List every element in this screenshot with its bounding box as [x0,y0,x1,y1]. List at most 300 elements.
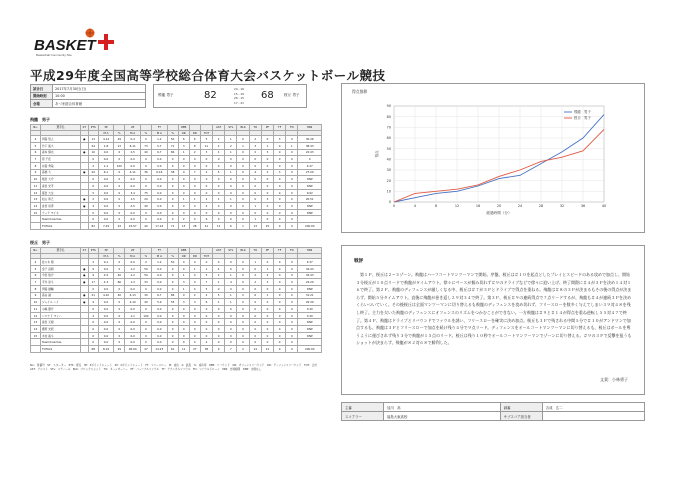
stat-cell: 2 [237,346,249,353]
y-tick-label: 30 [386,168,391,173]
stat-cell: 0 [114,149,125,156]
stat-cell: 0 [114,156,125,163]
stat-cell: 0-0 [125,285,141,292]
stat-cell [80,326,88,333]
stat-cell: 7 [31,156,41,163]
column-header: M A [98,253,114,259]
x-tick-label: 4 [413,204,417,208]
stat-cell: DNP [298,183,322,190]
stat-cell: 0-0 [152,176,168,183]
quarter-score: 26 - 15 [234,96,244,101]
stat-cell: 13 [31,196,41,203]
stat-cell: 2 [200,292,212,299]
stat-cell: 0 [213,306,225,313]
player-row [31,209,322,216]
stat-cell: 6 [200,216,212,223]
svg-text:Basketball Community Site: Basketball Community Site [36,53,72,57]
stat-cell: 0 [261,299,273,306]
stat-cell: 1 [178,149,189,156]
x-tick-label: 32 [559,204,565,208]
stat-cell: 0 [178,176,189,183]
stat-cell: 1-1 [125,312,141,319]
stat-cell: 0 [225,339,237,346]
stat-cell: 86 [167,292,178,299]
player-name: 金子 昌朝 [40,265,80,272]
stat-cell: 0-0 [98,306,114,313]
column-header: REB [178,125,189,131]
stat-cell: 0 [237,169,249,176]
stat-cell: 13 [114,142,125,149]
stat-cell: 3 [261,149,273,156]
player-row [31,156,322,163]
stat-cell: 0 [237,319,249,326]
stat-cell: 0 [88,306,98,313]
stat-cell: 0-0 [125,326,141,333]
stat-cell: 3:20 [298,306,322,313]
stat-cell: 7 [200,279,212,286]
player-name: TOTALS [40,346,80,353]
stat-cell: 3 [200,149,212,156]
stat-cell: 100 [140,312,151,319]
stat-cell: 50 [140,272,151,279]
stat-cell: 0 [114,285,125,292]
stat-cell: 0 [167,332,178,339]
column-header: % [140,130,151,136]
column-header: PF [261,125,273,131]
stat-cell: 0 [167,176,178,183]
stat-cell: 0 [261,203,273,210]
stat-cell: 1 [213,149,225,156]
stat-cell: 0 [114,169,125,176]
stat-cell: 0 [274,162,286,169]
stat-cell [80,312,88,319]
team1-title: 飛龍 男子 [30,117,50,122]
stat-cell: 1 [189,265,200,272]
stat-cell: 0 [88,326,98,333]
stat-cell: 0 [178,312,189,319]
column-header: 3P [98,125,114,131]
stat-cell: 0 [237,162,249,169]
stat-cell: 0 [261,216,273,223]
column-header: OR [178,253,189,259]
stat-cell: 0 [167,319,178,326]
stat-cell: 13 [88,136,98,143]
stat-cell: 0-0 [152,203,168,210]
stat-cell: 13 [178,223,189,230]
column-header: % [167,130,178,136]
info-row-venue [31,100,146,108]
stat-cell: 0 [200,259,212,266]
column-header: AST [213,125,225,131]
stat-cell: DNP [298,203,322,210]
stat-cell: 0 [178,306,189,313]
stat-cell: 0 [286,176,298,183]
stat-cell: 0 [114,203,125,210]
stat-cell: 0 [286,285,298,292]
stat-cell: 4-14 [98,136,114,143]
column-header: PTS [88,248,98,254]
stat-cell: 3:20 [298,312,322,319]
stat-cell: 0 [274,326,286,333]
column-header: STL [225,125,237,131]
stat-cell: 1 [178,196,189,203]
stat-cell: 0 [225,216,237,223]
stat-cell: 0 [249,189,261,196]
player-row [31,312,322,319]
stat-cell: 0-0 [125,183,141,190]
player-row [31,162,322,169]
player-name: 小嶋 優介 [40,306,80,313]
stat-cell: 0-0 [98,339,114,346]
stat-cell: 0 [286,339,298,346]
player-row [31,223,322,230]
stat-cell: 14 [249,346,261,353]
player-name: 木村 裕斗 [40,332,80,339]
stat-cell: 0 [237,209,249,216]
stat-cell: 0 [274,176,286,183]
away-score: 68 [261,90,274,101]
stat-cell: 5 [31,265,41,272]
stat-cell: 0 [167,279,178,286]
player-name: 竹下 裕大 [40,142,80,149]
stat-cell: 0 [249,312,261,319]
stat-cell: 4 [189,339,200,346]
officials-table [341,402,645,421]
stat-cell: 0 [167,156,178,163]
stat-cell: 20 [88,169,98,176]
svg-text:BASKET: BASKET [34,37,96,54]
stat-cell: 0 [286,312,298,319]
player-row [31,189,322,196]
stat-cell: 0 [167,339,178,346]
column-header: M A [152,130,168,136]
stat-cell: 0 [114,196,125,203]
y-axis-label: 得点 [375,150,379,158]
stat-cell: 3 [178,299,189,306]
stat-cell: 14 [31,326,41,333]
stat-cell: 0 [237,299,249,306]
stat-cell: 0 [114,299,125,306]
stat-cell: 0 [200,162,212,169]
stat-cell: 0 [140,156,151,163]
stat-cell: 0 [114,312,125,319]
stat-cell: 0 [286,346,298,353]
stat-cell: 1 [249,259,261,266]
stat-cell: 0 [213,162,225,169]
team2-title: 桜丘 男子 [30,240,50,245]
player-name: ウェア マイネ [40,209,80,216]
stat-cell: 21 [261,346,273,353]
stat-cell: 14-23 [152,346,168,353]
stat-cell [31,216,41,223]
stat-cell: 0 [286,136,298,143]
stat-cell: 0 [286,162,298,169]
info-value: 10:00 [53,92,146,100]
stat-cell: 0 [140,209,151,216]
stat-cell: 0 [189,156,200,163]
player-row [31,259,322,266]
column-header: 選手名 [40,248,80,254]
stat-cell: 40 [140,299,151,306]
stat-cell: 0 [200,189,212,196]
stat-cell: 8 [31,285,41,292]
y-tick-label: 60 [386,136,391,141]
stat-cell: 0 [114,216,125,223]
player-row [31,169,322,176]
stat-cell: 3 [261,196,273,203]
stat-cell: 1 [213,196,225,203]
chart-title: 得点推移 [352,89,368,94]
stat-cell: 6-1 [98,169,114,176]
player-name: 今田 俊介 [40,272,80,279]
stat-cell: 61 [167,346,178,353]
stat-cell: 11 [31,306,41,313]
stat-cell: 0-0 [98,189,114,196]
stat-cell: 0 [189,312,200,319]
stat-cell: 14 [31,203,41,210]
stat-cell: 1 [225,149,237,156]
stat-cell: 6-7 [152,149,168,156]
stat-cell: 21 [88,292,98,299]
officials-label: スコアラー [342,412,384,421]
stat-cell: 2 [178,216,189,223]
stat-cell: 0 [213,312,225,319]
stat-cell: 3 [178,279,189,286]
x-tick-label: 20 [496,204,502,208]
column-header: PTS [88,125,98,131]
stat-cell [80,259,88,266]
officials-row [342,412,645,421]
legend-label: 飛龍 男子 [574,110,591,115]
away-team-name: 桜丘 男子 [284,93,300,97]
stat-cell: 75 [140,189,151,196]
stat-cell: 0 [274,196,286,203]
stat-cell: 40 [114,272,125,279]
stat-cell: 0 [274,183,286,190]
stat-cell: 5 [200,136,212,143]
stat-cell: 40 [140,223,151,230]
column-header: BLK [237,125,249,131]
stat-cell: 0 [114,265,125,272]
player-row [31,299,322,306]
stat-cell: 0 [167,285,178,292]
stat-cell: 0 [213,189,225,196]
stat-cell: 0 [286,332,298,339]
stat-cell: 0 [167,326,178,333]
stat-cell [80,339,88,346]
player-name: 高谷 誠 [40,292,80,299]
player-row [31,149,322,156]
stat-cell: 3 [274,136,286,143]
stat-cell: 0 [249,332,261,339]
stat-cell: 0 [261,176,273,183]
stat-cell: 4 [88,203,98,210]
stat-cell: 4:37 [298,259,322,266]
stat-cell: 20:51 [298,196,322,203]
stat-cell: 0 [274,312,286,319]
column-header: TOT [200,130,212,136]
player-row [31,306,322,313]
stat-cell: 0-0 [125,306,141,313]
stat-cell: 0 [140,319,151,326]
score-chart-panel [341,83,645,233]
stat-cell [80,162,88,169]
stat-cell: 4 [200,339,212,346]
page-title: 平成29年度全国高等学校総合体育大会バスケットボール競技 [30,68,386,83]
stat-cell: 0 [140,162,151,169]
column-header: % [167,253,178,259]
player-name: TOTALS [40,223,80,230]
stat-cell: 1 [249,203,261,210]
stat-cell: 0 [114,339,125,346]
stat-cell: 0 [225,326,237,333]
stat-cell: 41 [200,223,212,230]
stat-cell: 0 [167,183,178,190]
officials-value [542,412,644,421]
column-header: M A [152,253,168,259]
stat-cell: 0 [261,319,273,326]
stat-cell: 25 [261,223,273,230]
stat-cell: 27:09 [298,169,322,176]
stat-cell: 2 [249,149,261,156]
column-header: % [140,253,151,259]
stat-cell: 0 [140,183,151,190]
stat-cell: 0-0 [152,216,168,223]
stat-cell: 4 [189,272,200,279]
stat-cell: 0 [140,216,151,223]
stat-cell: 0-0 [152,196,168,203]
stat-cell: 50 [167,259,178,266]
player-row [31,319,322,326]
stat-cell: 0 [213,216,225,223]
stat-cell: 4 [200,203,212,210]
stat-cell: 6 [31,149,41,156]
stat-cell: 0 [167,196,178,203]
column-header: STL [225,248,237,254]
stat-cell: 0-0 [152,339,168,346]
stat-cell: 0 [167,203,178,210]
stat-cell: 17 [88,279,98,286]
y-tick-label: 70 [386,125,391,130]
stat-cell: 1 [261,292,273,299]
stat-cell: 0 [167,306,178,313]
stat-cell: 0-0 [125,209,141,216]
column-header: BLK [237,248,249,254]
stat-cell: 2 [88,162,98,169]
stat-cell: 0 [189,209,200,216]
stat-cell: 8-11 [125,142,141,149]
stat-cell: 0 [261,312,273,319]
x-tick-label: 36 [580,204,586,208]
stat-cell: 0 [213,209,225,216]
stat-cell: 1-2 [152,136,168,143]
stat-cell: 0 [249,209,261,216]
stat-cell: ● [80,203,88,210]
stat-cell: 0 [213,176,225,183]
stat-cell: 0-0 [98,312,114,319]
column-header: TO [249,125,261,131]
stat-cell: 0 [261,339,273,346]
stat-cell: 4 [213,265,225,272]
stat-cell: 68 [88,346,98,353]
stat-cell: DNP [298,332,322,339]
stat-cell: 0 [286,279,298,286]
stat-cell: 2 [237,292,249,299]
stat-cell: ● [80,149,88,156]
stat-cell: 13 [31,319,41,326]
stat-cell: 7 [189,169,200,176]
stat-cell: 30 [140,292,151,299]
stat-cell: 0 [225,189,237,196]
stat-cell [31,223,41,230]
stat-cell: 2-5 [125,203,141,210]
column-header: M A [125,130,141,136]
stat-cell: 1 [237,142,249,149]
stat-cell: 0-0 [98,196,114,203]
stat-cell: 4 [225,279,237,286]
stat-cell: 0 [189,162,200,169]
stat-cell: 0 [189,259,200,266]
stat-cell: 6 [189,136,200,143]
stat-cell: 13 [249,223,261,230]
column-header: 3P [98,248,114,254]
stat-cell: 0 [225,209,237,216]
stat-cell: 5 [200,272,212,279]
stat-cell: 0 [200,209,212,216]
stat-cell: 5-7 [152,142,168,149]
column-header: M A [98,130,114,136]
plus-icon [98,34,114,50]
stat-cell: 0 [167,312,178,319]
stat-cell: 5 [88,189,98,196]
stat-cell: 0 [200,176,212,183]
stat-cell: 0 [200,326,212,333]
stat-cell: 0 [140,136,151,143]
officials-value: 吉成 広二 [542,403,644,412]
column-header: DR [189,130,200,136]
stat-cell: 0 [261,183,273,190]
stat-cell: 28 [189,223,200,230]
stat-cell: 0-0 [98,326,114,333]
stat-cell: 0 [237,189,249,196]
stat-cell: 0 [178,319,189,326]
stat-cell: 0 [286,196,298,203]
stat-cell: 12 [31,189,41,196]
stat-cell: 11 [200,142,212,149]
stat-cell: 0 [286,149,298,156]
stat-cell [80,216,88,223]
stat-cell: 0 [249,319,261,326]
stat-cell [80,223,88,230]
stat-cell: 0 [114,209,125,216]
player-name: Team/Coaches [40,339,80,346]
stat-cell: DNP [298,285,322,292]
stat-cell: 0 [225,306,237,313]
stat-cell: 1 [261,265,273,272]
stat-cell: 0 [286,306,298,313]
stat-cell: 9 [88,265,98,272]
stat-cell: ● [80,196,88,203]
stat-cell: 0 [189,176,200,183]
stat-cell: 0-0 [98,156,114,163]
info-label: 開始時刻 [31,92,53,100]
stat-cell: 6 [225,223,237,230]
stat-cell: ● [80,299,88,306]
stat-cell: 0 [178,162,189,169]
stat-cell [298,339,322,346]
column-header: ST [80,248,88,254]
player-name: 松山 和己 [40,196,80,203]
